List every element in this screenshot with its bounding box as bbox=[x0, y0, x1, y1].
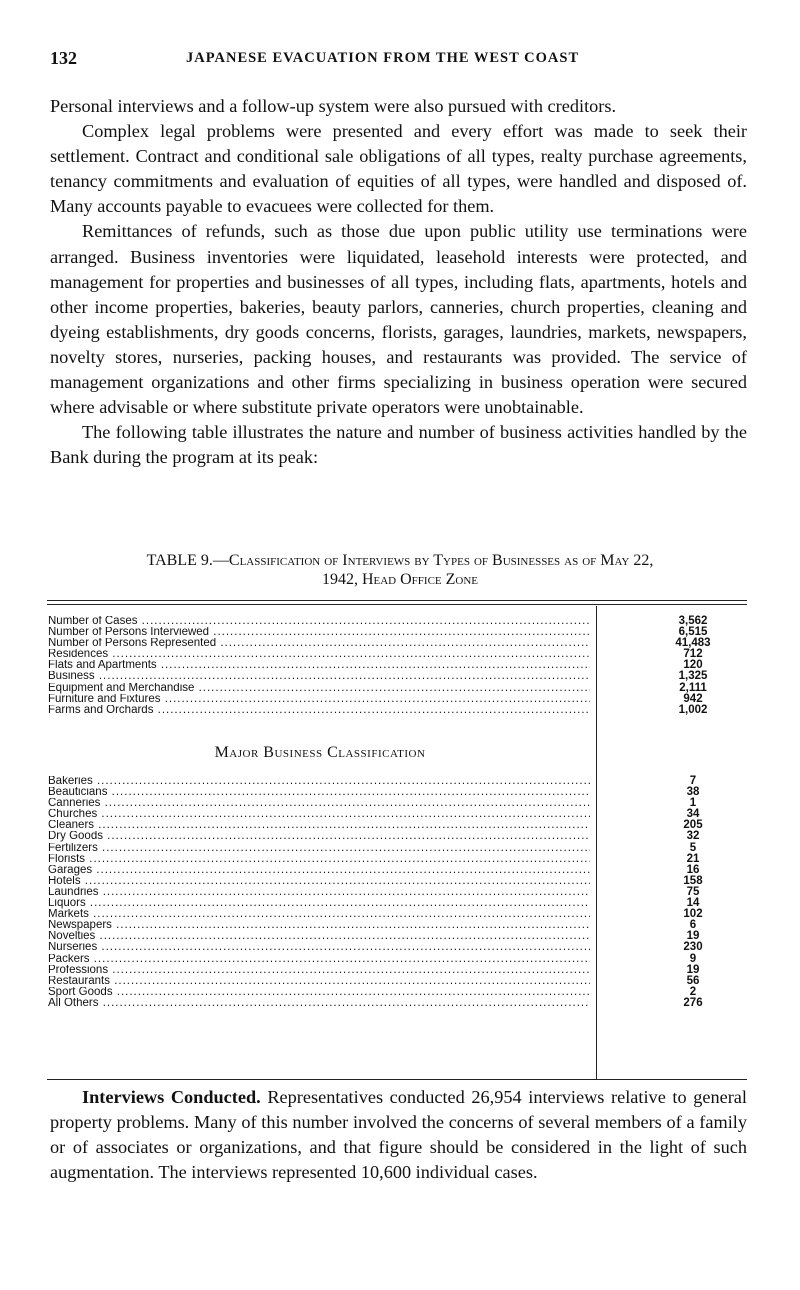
row-value: 32 bbox=[686, 830, 700, 843]
row-value: 3,562 bbox=[678, 615, 708, 627]
table-title: Classification of Interviews by Types of Businesses as of May 22, bbox=[228, 552, 654, 569]
table-top-rule bbox=[47, 600, 747, 601]
row-label: Garages ..... bbox=[48, 865, 590, 876]
row-label: Business ..... bbox=[48, 671, 590, 682]
row-label: Cleaners ..... bbox=[48, 820, 590, 831]
closing-paragraph bbox=[50, 1085, 747, 1185]
row-value: 1,002 bbox=[678, 703, 708, 716]
row-value: 1,325 bbox=[678, 670, 708, 683]
table-row bbox=[48, 660, 748, 671]
row-label: All Others ..... bbox=[48, 998, 590, 1009]
table-row bbox=[48, 965, 748, 976]
table-caption bbox=[50, 551, 750, 589]
row-label: Residences ..... bbox=[48, 649, 590, 660]
row-value: 19 bbox=[686, 963, 700, 976]
business-rows bbox=[48, 776, 748, 1009]
row-label: Churches ..... bbox=[48, 809, 590, 820]
row-value: 102 bbox=[683, 908, 703, 921]
row-value: 19 bbox=[686, 930, 700, 943]
row-value: 41,483 bbox=[675, 637, 711, 650]
table-row bbox=[48, 671, 748, 682]
row-label: Canneries ..... bbox=[48, 798, 590, 809]
row-value: 2,111 bbox=[679, 681, 707, 694]
paragraph: Remittances of refunds, such as those due upon public utility use terminations were arranged. Business inventories were liquidated, leasehold interests were protected, and management for properties and businesses of all types, including flats, apartments, hotels and other income properties, bakeries, beauty parlors, canneries, church properties, cleaning and dyeing establishments, dry goods concerns, florists, garages, laundries, markets, newspapers, novelty stores, nurseries, packing houses, and restaurants was provided. The service of management organizations and other firms specializing in business operation were secured where advisable or where substitute private operators were unobtainable. bbox=[50, 221, 747, 418]
row-value: 158 bbox=[683, 874, 703, 887]
table-row bbox=[48, 909, 748, 920]
table-row bbox=[48, 942, 748, 953]
table-row bbox=[48, 998, 748, 1009]
row-value: 38 bbox=[686, 786, 700, 799]
row-value: 942 bbox=[683, 692, 703, 705]
row-value: 21 bbox=[686, 852, 700, 865]
row-value: 56 bbox=[686, 974, 700, 987]
row-label: Beauticians ..... bbox=[48, 787, 590, 798]
table-row bbox=[48, 649, 748, 660]
row-value: 9 bbox=[689, 952, 697, 965]
row-label: Fertilizers ..... bbox=[48, 843, 590, 854]
row-value: 6 bbox=[689, 919, 697, 932]
table-row bbox=[48, 865, 748, 876]
row-value: 75 bbox=[686, 885, 700, 898]
table-row bbox=[48, 616, 748, 627]
summary-rows bbox=[48, 616, 748, 716]
row-label: Restaurants ..... bbox=[48, 976, 590, 987]
row-label: Bakeries ..... bbox=[48, 776, 590, 787]
page-number: 132 bbox=[50, 48, 77, 68]
table-row bbox=[48, 954, 748, 965]
table-row bbox=[48, 638, 748, 649]
row-label: Farms and Orchards ..... bbox=[48, 705, 590, 716]
row-value: 16 bbox=[686, 863, 700, 876]
running-head bbox=[50, 48, 750, 70]
row-label: Sport Goods ..... bbox=[48, 987, 590, 998]
body-text bbox=[50, 94, 747, 470]
paragraph: Complex legal problems were presented and every effort was made to seek their settlement. Contract and conditional sale obligations of all types, realty purchase agreements, tenancy commitments and evaluation of equities of all types, were handled and disposed of. Many accounts payable to evacuees were collected for them. bbox=[50, 121, 747, 217]
table-row bbox=[48, 920, 748, 931]
table-row bbox=[48, 820, 748, 831]
table-number: TABLE 9.— bbox=[146, 552, 229, 569]
table-row bbox=[48, 976, 748, 987]
running-title: JAPANESE EVACUATION FROM THE WEST COAST bbox=[186, 50, 580, 66]
table-row bbox=[48, 831, 748, 842]
table-row bbox=[48, 776, 748, 787]
row-label: Number of Persons Represented ..... bbox=[48, 638, 590, 649]
row-label: Newspapers ..... bbox=[48, 920, 590, 931]
row-label: Markets ..... bbox=[48, 909, 590, 920]
table-row bbox=[48, 705, 748, 716]
row-label: Liquors ..... bbox=[48, 898, 590, 909]
row-value: 2 bbox=[689, 985, 697, 998]
table-row bbox=[48, 987, 748, 998]
closing-text: Representatives conducted 26,954 interviews relative to general property problems. Many of this number involved the concerns of several members of a family or of associates or organizations, and that figure should be considered in the light of such augmentation. The interviews represented 10,600 individual cases. bbox=[50, 1087, 747, 1183]
row-value: 34 bbox=[686, 808, 700, 821]
row-label: Hotels ..... bbox=[48, 876, 590, 887]
table-row bbox=[48, 787, 748, 798]
row-label: Dry Goods ..... bbox=[48, 831, 590, 842]
table-row bbox=[48, 887, 748, 898]
row-value: 6,515 bbox=[678, 626, 708, 639]
row-label: Florists ..... bbox=[48, 854, 590, 865]
row-label: Number of Cases ..... bbox=[48, 616, 590, 627]
row-value: 205 bbox=[683, 819, 703, 832]
row-value: 1 bbox=[689, 797, 697, 810]
run-in-heading: Interviews Conducted. bbox=[82, 1087, 261, 1107]
row-value: 230 bbox=[683, 941, 703, 954]
table-row bbox=[48, 898, 748, 909]
row-value: 14 bbox=[686, 897, 700, 910]
row-label: Nurseries ..... bbox=[48, 942, 590, 953]
table-row bbox=[48, 694, 748, 705]
paragraph: The following table illustrates the nature and number of business activities handled by the Bank during the program at its peak: bbox=[50, 422, 747, 468]
row-label: Furniture and Fixtures ..... bbox=[48, 694, 590, 705]
row-label: Number of Persons Interviewed ..... bbox=[48, 627, 590, 638]
table-row bbox=[48, 683, 748, 694]
table-top-rule-inner bbox=[47, 604, 747, 605]
table-row bbox=[48, 809, 748, 820]
table-row bbox=[48, 627, 748, 638]
row-label: Professions ..... bbox=[48, 965, 590, 976]
section-heading: Major Business Classification bbox=[214, 744, 426, 761]
row-label: Flats and Apartments ..... bbox=[48, 660, 590, 671]
row-value: 276 bbox=[683, 996, 703, 1009]
closing-section bbox=[50, 1085, 747, 1185]
paragraph: Personal interviews and a follow-up system were also pursued with creditors. bbox=[50, 96, 617, 116]
table-row bbox=[48, 876, 748, 887]
row-label: Equipment and Merchandise ..... bbox=[48, 683, 590, 694]
table-row bbox=[48, 854, 748, 865]
table-bottom-rule bbox=[47, 1079, 747, 1080]
row-value: 5 bbox=[689, 841, 697, 854]
table-caption-line-2: 1942, Head Office Zone bbox=[321, 571, 479, 588]
row-label: Packers ..... bbox=[48, 954, 590, 965]
table-row bbox=[48, 843, 748, 854]
table-row bbox=[48, 931, 748, 942]
row-label: Novelties ..... bbox=[48, 931, 590, 942]
table-caption-line-1 bbox=[50, 551, 750, 570]
row-value: 7 bbox=[689, 775, 697, 787]
row-label: Laundries ..... bbox=[48, 887, 590, 898]
row-value: 120 bbox=[683, 659, 703, 672]
row-value: 712 bbox=[683, 648, 703, 661]
table-row bbox=[48, 798, 748, 809]
